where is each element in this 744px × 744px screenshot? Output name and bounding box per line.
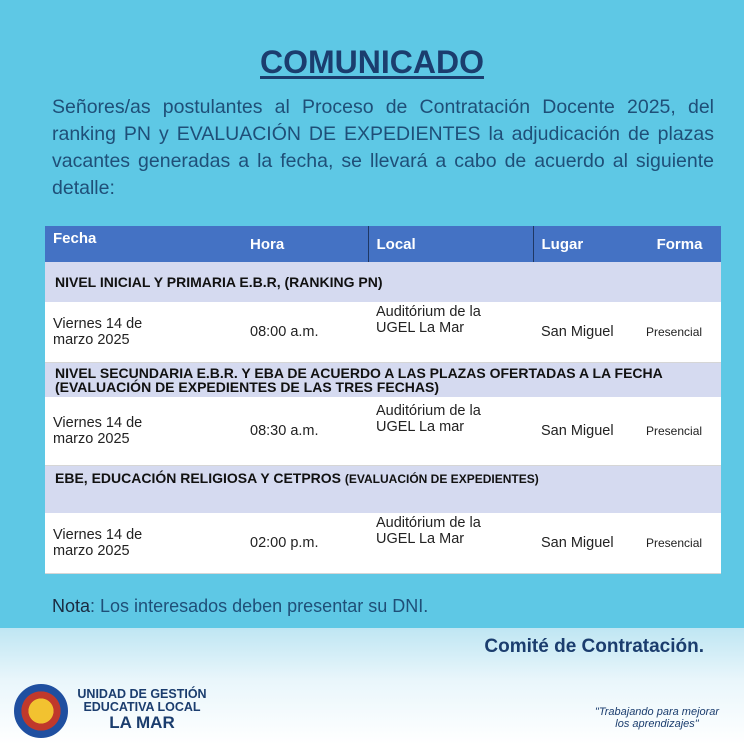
header-forma: Forma	[638, 226, 721, 262]
ugel-line-1: UNIDAD DE GESTIÓN	[77, 687, 207, 701]
slogan-line-1: "Trabajando para mejorar	[594, 706, 720, 718]
nota-label: Nota	[52, 596, 91, 616]
header-fecha: Fecha	[45, 226, 242, 262]
fecha-line-1: Viernes 14 de	[53, 526, 143, 543]
local-line-1: Auditórium de la	[376, 403, 481, 419]
header-lugar: Lugar	[533, 226, 638, 262]
section-title-text: EBE, EDUCACIÓN RELIGIOSA Y CETPROS	[55, 469, 342, 486]
slogan-line-2: los aprendizajes"	[615, 718, 699, 730]
intro-text-1: Señores/as postulantes al Proceso de Contratación Docente 2025, del ranking	[52, 96, 714, 145]
cell-hora: 08:00 a.m.	[242, 302, 368, 362]
local-line-1: Auditórium de la	[376, 515, 481, 531]
intro-text-2: y	[151, 123, 177, 145]
cell-lugar: San Miguel	[533, 397, 638, 465]
local-line-2: UGEL La mar	[376, 419, 465, 435]
section-title-note: (EVALUACIÓN DE EXPEDIENTES)	[344, 471, 539, 486]
nota	[52, 596, 428, 617]
schedule-table	[45, 226, 721, 574]
local-line-1: Auditórium de la	[376, 304, 481, 320]
section-row	[45, 262, 721, 302]
local-line-2: UGEL La Mar	[376, 531, 465, 547]
section-title	[45, 262, 721, 302]
header-local: Local	[368, 226, 533, 262]
table-row	[45, 302, 721, 362]
intro-keyword-pn: PN	[123, 123, 152, 145]
cell-fecha	[45, 302, 242, 362]
fecha-line-2: marzo 2025	[53, 331, 130, 348]
local-line-2: UGEL La Mar	[376, 320, 465, 336]
cell-fecha	[45, 397, 242, 465]
section-title-note: (EVALUACIÓN DE EXPEDIENTES DE LAS TRES FECHAS)	[55, 378, 440, 395]
cell-local	[368, 302, 533, 362]
ugel-line-3: LA MAR	[109, 713, 175, 732]
header-hora: Hora	[242, 226, 368, 262]
table-header-row	[45, 226, 721, 262]
table-row	[45, 397, 721, 465]
intro-keyword-evaluacion: EVALUACIÓN DE EXPEDIENTES	[176, 123, 481, 145]
fecha-line-2: marzo 2025	[53, 430, 130, 447]
cell-forma: Presencial	[638, 302, 721, 362]
fecha-line-1: Viernes 14 de	[53, 414, 143, 431]
section-title	[45, 465, 721, 513]
slogan	[592, 706, 722, 730]
comite-signature: Comité de Contratación.	[484, 636, 704, 657]
cell-fecha	[45, 513, 242, 573]
ugel-logo-icon	[14, 684, 68, 738]
page-title: COMUNICADO	[260, 44, 484, 80]
intro-paragraph	[52, 94, 714, 202]
ugel-name	[72, 688, 212, 732]
cell-lugar: San Miguel	[533, 302, 638, 362]
nota-text: : Los interesados deben presentar su DNI.	[90, 596, 429, 616]
section-title-text: NIVEL INICIAL Y PRIMARIA E.B.R, (RANKING PN)	[55, 274, 383, 290]
cell-local	[368, 397, 533, 465]
cell-local	[368, 513, 533, 573]
section-title-text: NIVEL SECUNDARIA E.B.R. Y EBA DE ACUERDO A LAS PLAZAS OFERTADAS A LA FECHA	[55, 364, 663, 381]
cell-forma: Presencial	[638, 513, 721, 573]
section-row	[45, 362, 721, 397]
cell-lugar: San Miguel	[533, 513, 638, 573]
cell-forma: Presencial	[638, 397, 721, 465]
cell-hora: 02:00 p.m.	[242, 513, 368, 573]
fecha-line-2: marzo 2025	[53, 542, 130, 559]
cell-hora: 08:30 a.m.	[242, 397, 368, 465]
fecha-line-1: Viernes 14 de	[53, 315, 143, 332]
table-row	[45, 513, 721, 573]
ugel-line-2: EDUCATIVA LOCAL	[83, 700, 201, 714]
section-row	[45, 465, 721, 513]
section-title	[45, 362, 721, 397]
intro-text-3: la adjudicación de plazas vacantes generadas a la fecha, se llevará a cabo de acuerdo al siguiente detalle:	[52, 123, 715, 199]
